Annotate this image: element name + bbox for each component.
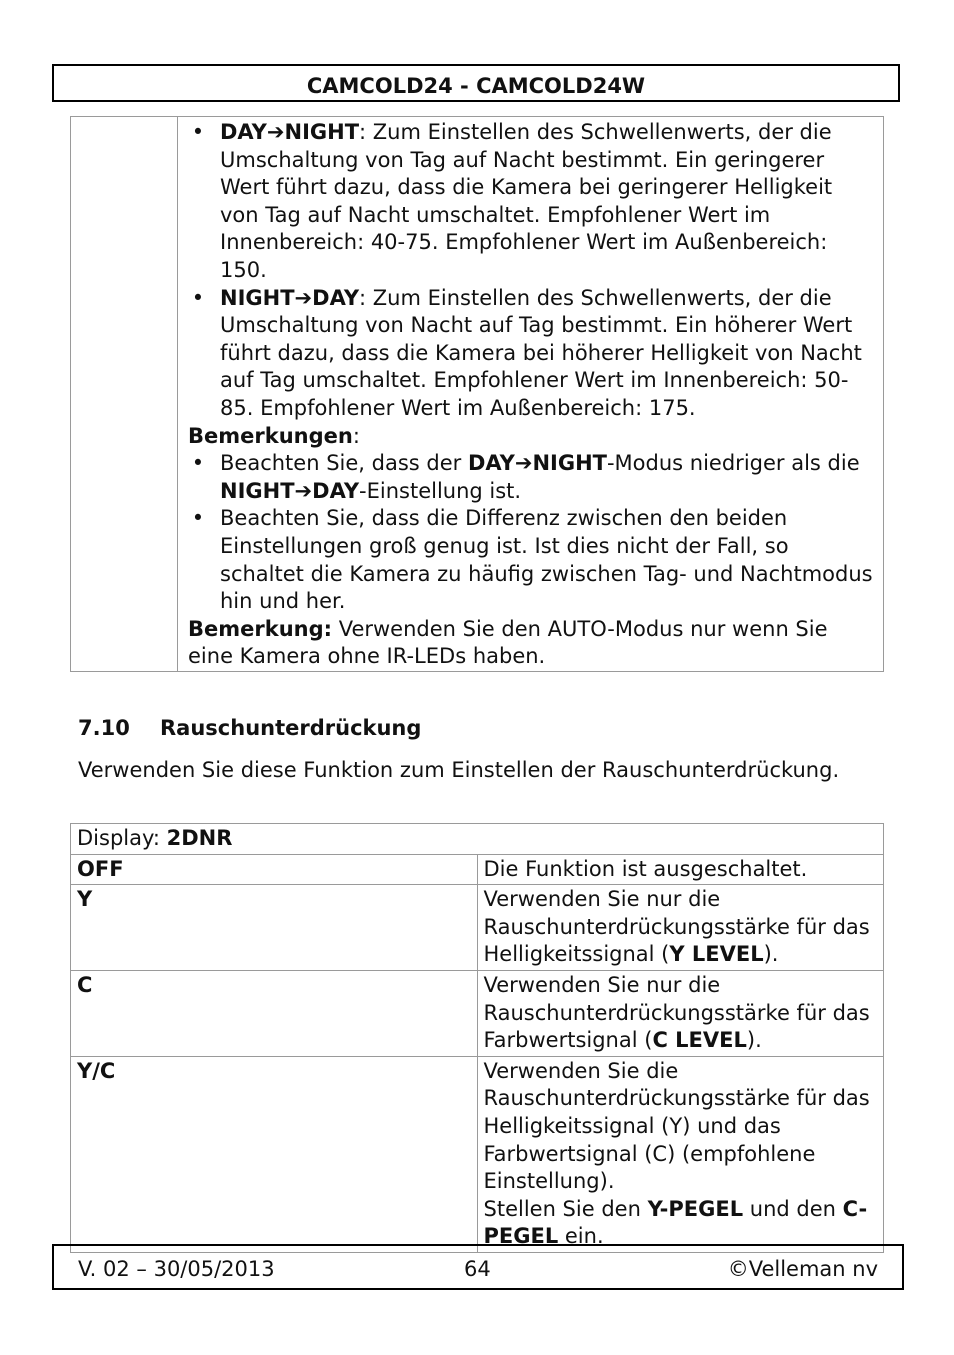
term-night: NIGHT	[284, 120, 360, 144]
option-term: C-PEGEL	[483, 1196, 868, 1249]
list-item-day-night	[220, 119, 875, 285]
option-text: und den	[743, 1196, 843, 1221]
option-text: Verwenden Sie nur die Rauschunterdrückungsstärke für das Helligkeitssignal (	[483, 887, 870, 967]
table-row	[71, 824, 884, 855]
table-row	[71, 1056, 884, 1252]
section-number: 7.10	[78, 716, 130, 740]
right-arrow-icon: ➔	[294, 478, 313, 503]
option-text: Verwenden Sie die Rauschunterdrückungsstärke für das Helligkeitssignal (Y) und das Farbwertsignal (C) (empfohlene Einstellung).	[483, 1058, 870, 1194]
note-text: Beachten Sie, dass der	[220, 451, 468, 476]
display-header-cell	[71, 824, 884, 855]
remark-text: Verwenden Sie den AUTO-Modus nur wenn Sie eine Kamera ohne IR-LEDs haben.	[188, 616, 828, 669]
page-number: 64	[464, 1257, 491, 1281]
right-arrow-icon: ➔	[294, 285, 313, 310]
option-text: ).	[763, 942, 779, 967]
section-intro: Verwenden Sie diese Funktion zum Einstellen der Rauschunterdrückung.	[78, 758, 840, 782]
page-header	[52, 64, 900, 102]
option-key: Y/C	[71, 1056, 478, 1252]
term-day: DAY	[220, 120, 267, 144]
list-item-text: : Zum Einstellen des Schwellenwerts, der die Umschaltung von Nacht auf Tag bestimmt. Ein höherer Wert führt dazu, dass die Kamera bei höherer Helligkeit von Nacht auf Tag umschaltet. Empfohlener Wert im Innenbereich: 50-85. Empfohlener Wert im Außenbereich: 175.	[220, 285, 862, 420]
table-row	[71, 970, 884, 1056]
term-day: DAY	[312, 478, 360, 503]
notes-label: Bemerkungen	[188, 423, 353, 448]
option-text: ).	[746, 1028, 762, 1053]
option-description	[477, 854, 884, 885]
option-description	[477, 885, 884, 971]
table-content-cell	[178, 117, 884, 672]
list-item-night-day	[220, 285, 875, 423]
display-settings-table	[70, 823, 884, 1253]
option-text: ein.	[558, 1224, 604, 1249]
option-text-line	[484, 1196, 878, 1251]
term-night: NIGHT	[220, 285, 295, 310]
notes-colon: :	[352, 423, 360, 448]
table-row	[71, 885, 884, 971]
section-title: Rauschunterdrückung	[160, 716, 422, 740]
option-term: Y-PEGEL	[647, 1196, 744, 1221]
option-description	[477, 970, 884, 1056]
footer-copyright: ©Velleman nv	[727, 1257, 878, 1281]
option-key: C	[71, 970, 478, 1056]
term-day: DAY	[467, 451, 515, 476]
term-night: NIGHT	[220, 478, 295, 503]
header-title: CAMCOLD24 - CAMCOLD24W	[306, 74, 646, 98]
option-term: Y LEVEL	[669, 942, 764, 967]
term-night: NIGHT	[532, 451, 607, 476]
page-footer	[52, 1244, 904, 1290]
note-text: -Einstellung ist.	[359, 478, 522, 503]
right-arrow-icon: ➔	[514, 451, 533, 476]
option-text: Stellen Sie den	[483, 1196, 648, 1221]
right-arrow-icon: ➔	[266, 120, 285, 144]
display-value: 2DNR	[166, 826, 233, 850]
remark	[188, 616, 875, 671]
list-item-text: : Zum Einstellen des Schwellenwerts, der die Umschaltung von Tag auf Nacht bestimmt. Ein geringerer Wert führt dazu, dass die Kamera bei geringerer Helligkeit von Tag auf Nacht umschaltet. Empfohlener Wert im Innenbereich: 40-75. Empfohlener Wert im Außenbereich: 150.	[220, 120, 833, 282]
term-day: DAY	[312, 285, 360, 310]
threshold-list	[188, 119, 875, 423]
note-text: -Modus niedriger als die	[606, 451, 860, 476]
option-key: Y	[71, 885, 478, 971]
option-text: Die Funktion ist ausgeschaltet.	[483, 856, 808, 881]
section-heading	[78, 714, 421, 742]
table-empty-cell	[71, 117, 178, 672]
option-description	[477, 1056, 884, 1252]
list-item-note-2	[220, 505, 875, 615]
option-term: C LEVEL	[652, 1028, 747, 1053]
list-item-note-1	[220, 450, 875, 505]
footer-version: V. 02 – 30/05/2013	[78, 1257, 275, 1281]
option-text: Verwenden Sie nur die Rauschunterdrückungsstärke für das Farbwertsignal (	[483, 972, 870, 1053]
notes-heading	[188, 423, 875, 451]
notes-list	[188, 450, 875, 616]
note-text: Beachten Sie, dass die Differenz zwischen den beiden Einstellungen groß genug ist. Ist dies nicht der Fall, so schaltet die Kamera zu häufig zwischen Tag- und Nachtmodus hin und her.	[220, 506, 873, 614]
table-row	[71, 854, 884, 885]
display-label: Display:	[77, 826, 167, 850]
option-key: OFF	[71, 854, 478, 885]
day-night-table	[70, 116, 884, 672]
remark-label: Bemerkung:	[188, 616, 333, 641]
